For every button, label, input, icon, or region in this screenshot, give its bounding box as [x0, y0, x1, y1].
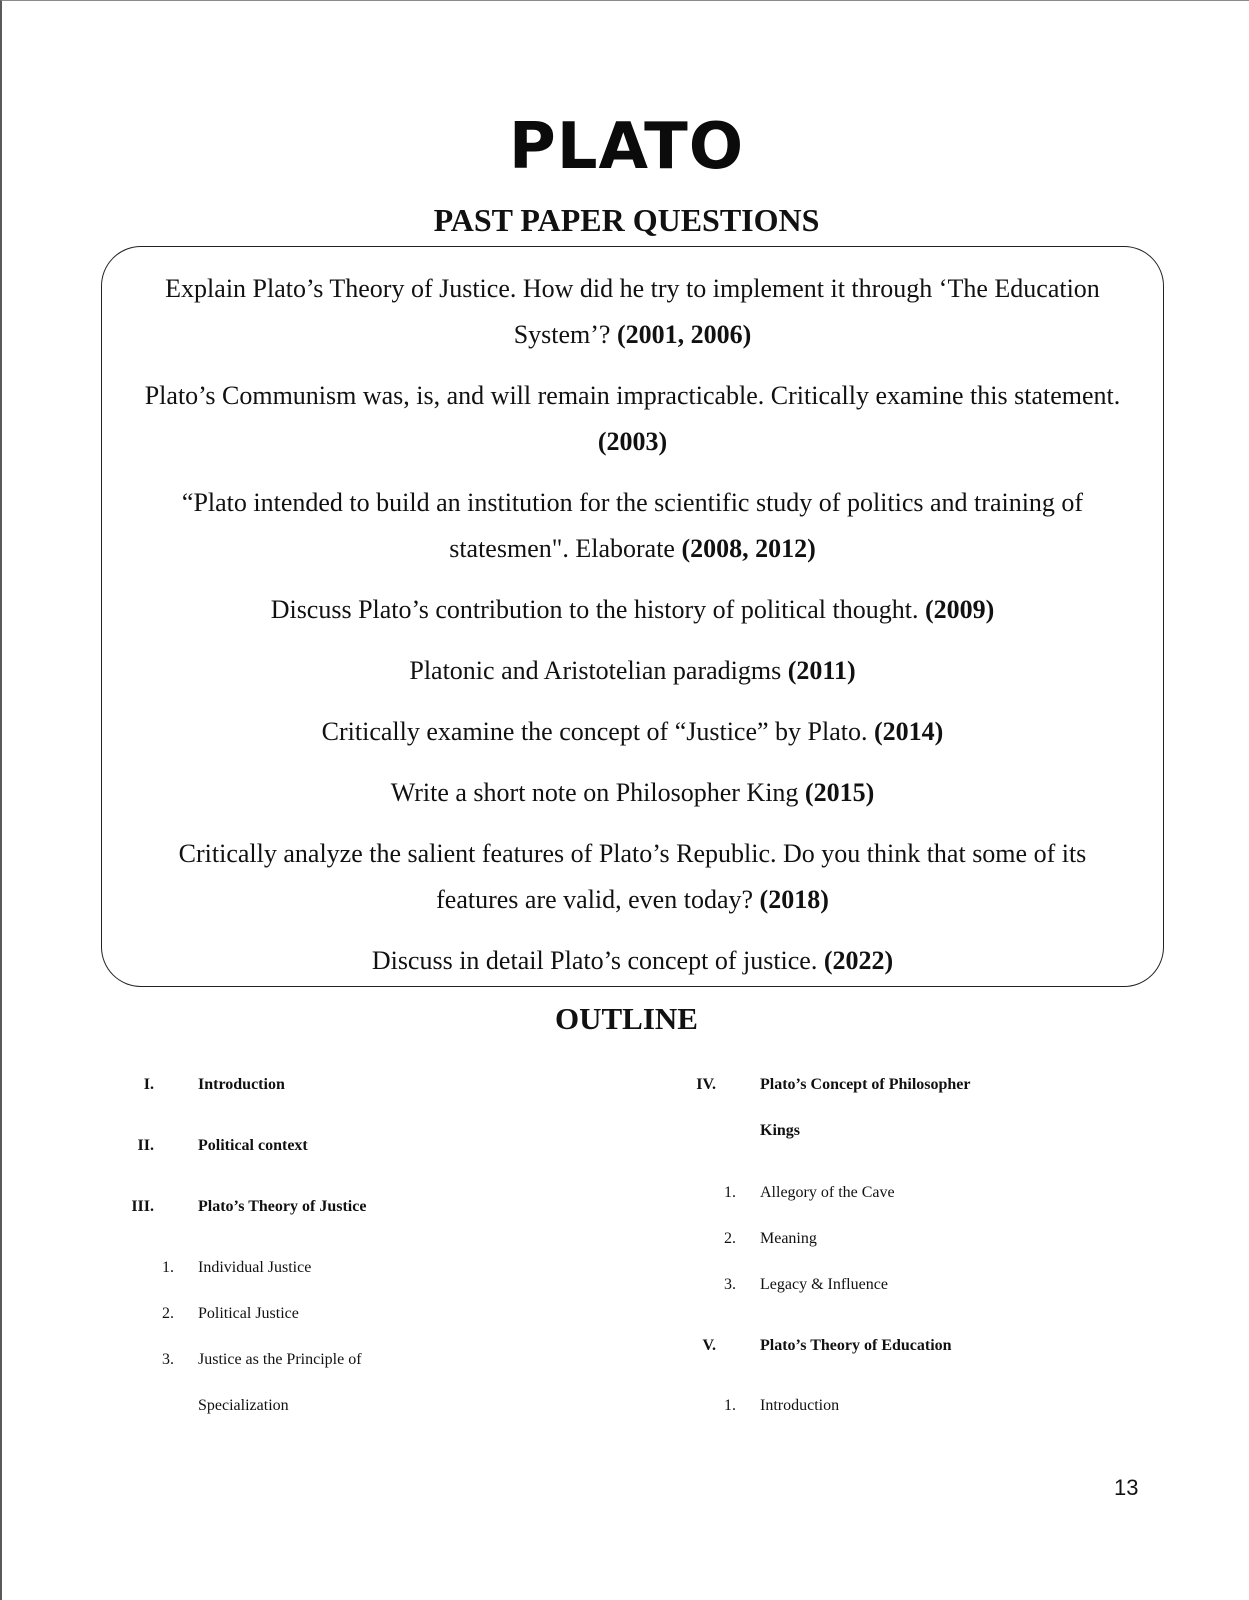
outline-heading: Plato’s Concept of Philosopher: [760, 1076, 971, 1093]
outline-item-number: 2.: [724, 1230, 736, 1247]
question-item: [136, 938, 1129, 984]
question-text: Plato’s Communism was, is, and will remain impracticable. Critically examine this statement.: [144, 381, 1121, 410]
question-item: [136, 480, 1129, 572]
question-text: Write a short note on Philosopher King: [390, 778, 799, 807]
outline-item: Individual Justice: [198, 1259, 312, 1276]
question-year: (2001, 2006): [616, 320, 752, 349]
outline-item: Allegory of the Cave: [760, 1184, 895, 1201]
questions-box: [101, 246, 1164, 987]
question-item: [136, 831, 1129, 923]
outline-heading: Plato’s Theory of Justice: [198, 1198, 367, 1215]
question-item: [136, 587, 1129, 633]
section-subtitle: PAST PAPER QUESTIONS: [433, 202, 820, 238]
question-text: “Plato intended to build an institution for the scientific study of politics and training of statesmen". Elaborate: [181, 488, 1084, 563]
outline-item-number: 1.: [724, 1397, 736, 1414]
question-year: (2014): [874, 717, 944, 746]
outline-numeral: IV.: [696, 1076, 716, 1093]
outline-item-number: 1.: [724, 1184, 736, 1201]
question-year: (2011): [787, 656, 856, 685]
question-text: Explain Plato’s Theory of Justice. How did he try to implement it through ‘The Education System’?: [165, 274, 1100, 349]
page-number: 13: [1114, 1475, 1139, 1500]
outline-numeral: I.: [143, 1076, 154, 1093]
outline-item: Political Justice: [198, 1305, 299, 1322]
question-item: [136, 373, 1129, 465]
question-year: (2022): [823, 946, 894, 975]
outline-heading: Introduction: [198, 1076, 285, 1093]
outline-heading: Plato’s Theory of Education: [760, 1337, 952, 1354]
question-item: [136, 266, 1129, 358]
question-item: [136, 709, 1129, 755]
question-year: (2003): [597, 427, 668, 456]
outline-heading-continuation: Kings: [760, 1122, 801, 1139]
question-year: (2009): [924, 595, 995, 624]
question-item: [136, 770, 1129, 816]
question-text: Discuss Plato’s contribution to the history of political thought.: [270, 595, 919, 624]
outline-item: Meaning: [760, 1230, 817, 1247]
outline-item-continuation: Specialization: [198, 1397, 289, 1414]
page-title: PLATO: [508, 110, 745, 184]
outline-item-number: 3.: [162, 1351, 174, 1368]
outline-numeral: III.: [131, 1198, 154, 1215]
question-text: Discuss in detail Plato’s concept of justice.: [371, 946, 818, 975]
outline-item-number: 2.: [162, 1305, 174, 1322]
question-text: Platonic and Aristotelian paradigms: [409, 656, 782, 685]
outline-item-number: 1.: [162, 1259, 174, 1276]
question-text: Critically analyze the salient features of Plato’s Republic. Do you think that some of its features are valid, even today?: [178, 839, 1087, 914]
question-item: [136, 648, 1129, 694]
outline-item-number: 3.: [724, 1276, 736, 1293]
question-year: (2008, 2012): [681, 534, 816, 563]
outline-numeral: V.: [702, 1337, 716, 1354]
outline-title: OUTLINE: [555, 1001, 698, 1036]
question-text: Critically examine the concept of “Justice” by Plato.: [321, 717, 868, 746]
outline-item: Justice as the Principle of: [198, 1351, 362, 1368]
outline-item: Legacy & Influence: [760, 1276, 888, 1293]
question-year: (2015): [804, 778, 875, 807]
question-year: (2018): [759, 885, 829, 914]
outline-heading: Political context: [198, 1137, 308, 1154]
outline-numeral: II.: [137, 1137, 154, 1154]
outline-item: Introduction: [760, 1397, 840, 1414]
